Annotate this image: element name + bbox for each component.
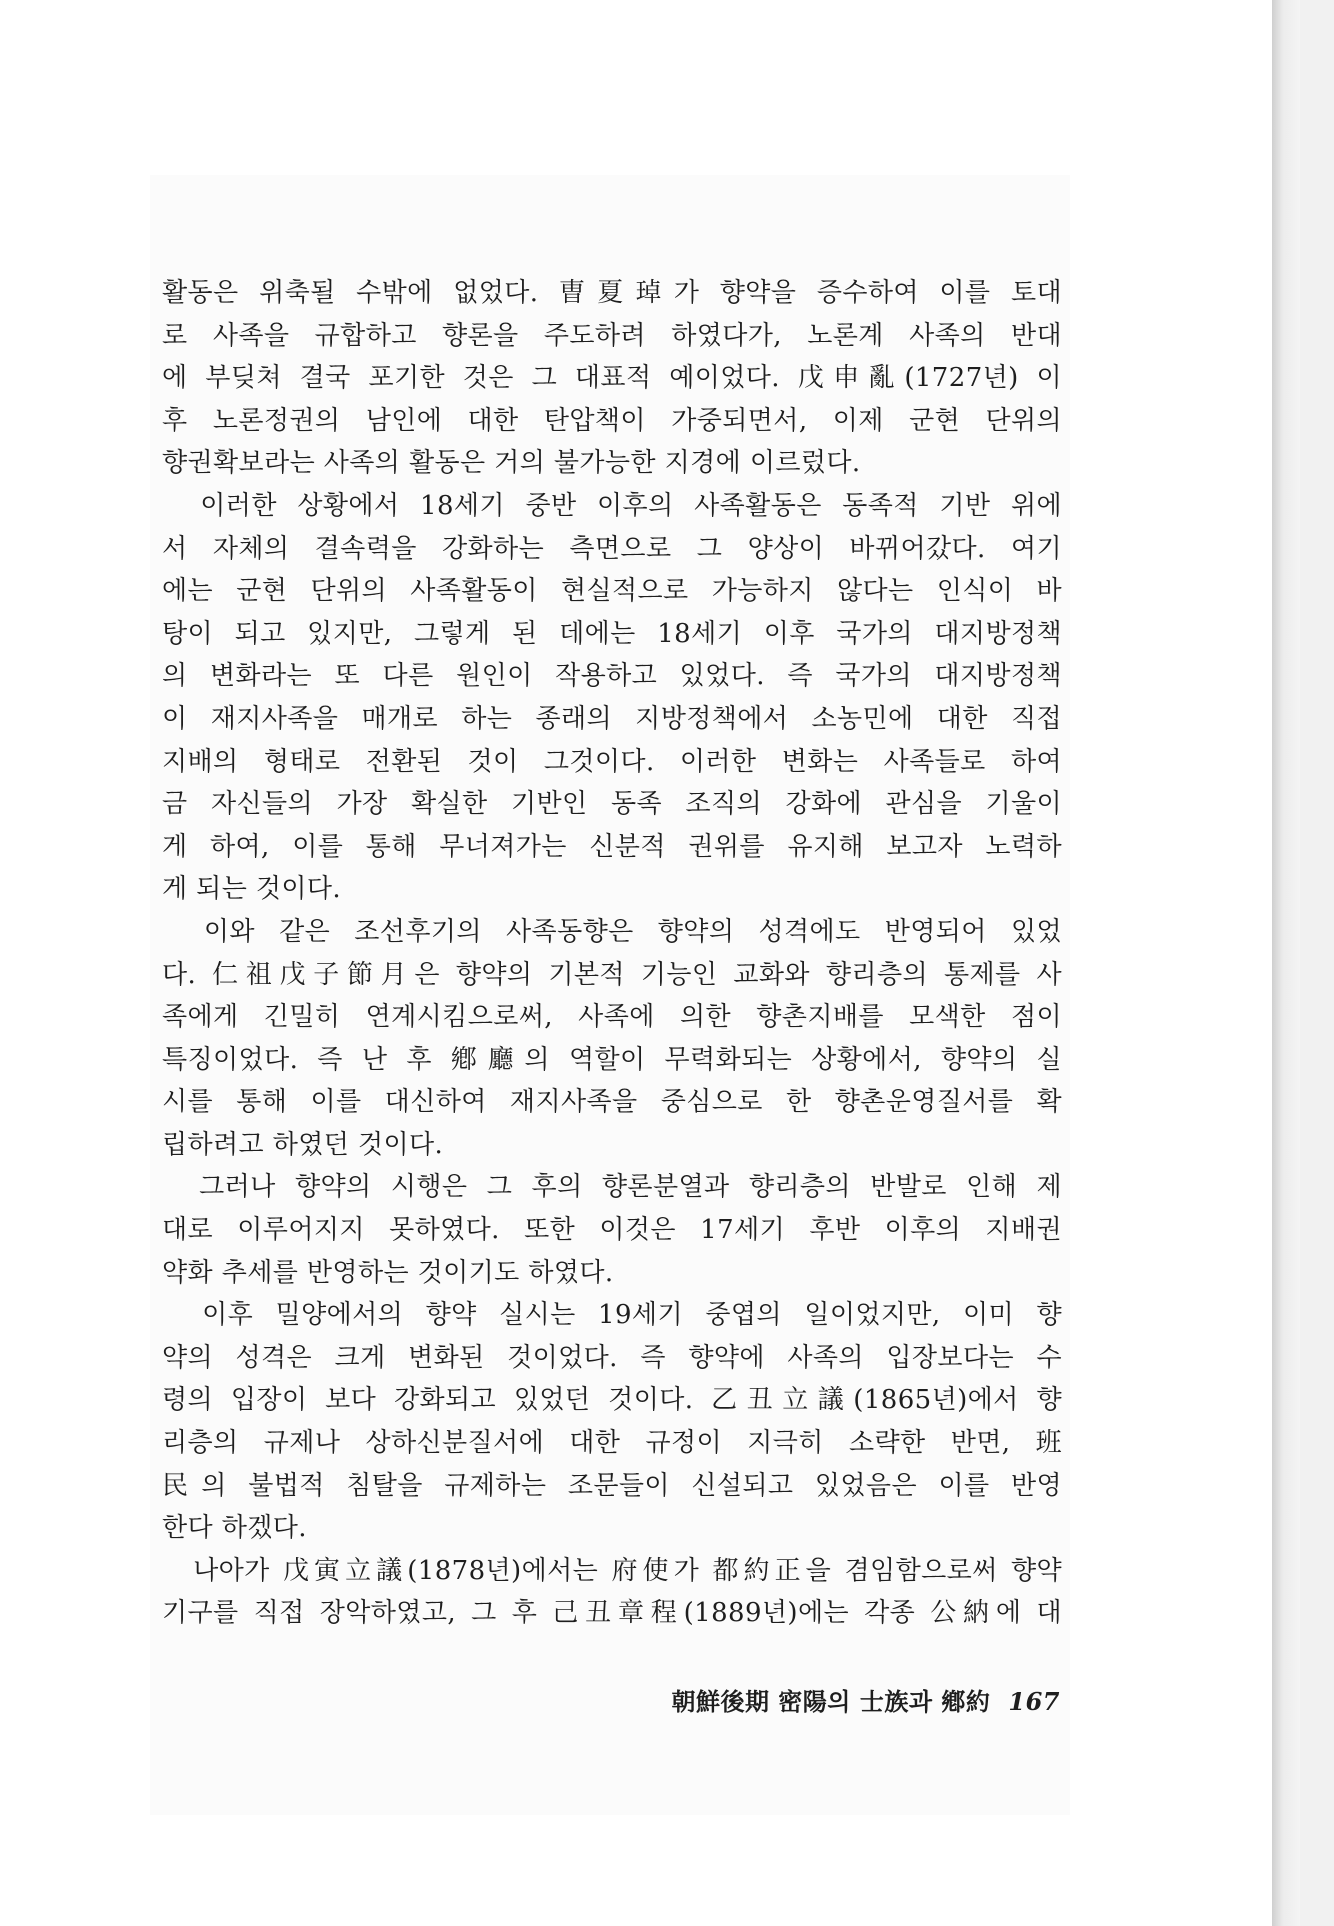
text-line: 약의 성격은 크게 변화된 것이었다. 즉 향약에 사족의 입장보다는 수	[162, 1342, 1062, 1373]
text-line: 民의 불법적 침탈을 규제하는 조문들이 신설되고 있었음은 이를 반영	[162, 1470, 1062, 1501]
page-number: 167	[1008, 1687, 1060, 1716]
text-line: 나아가 戊寅立議(1878년)에서는 府使가 都約正을 겸임함으로써 향약	[162, 1555, 1062, 1586]
text-line: 로 사족을 규합하고 향론을 주도하려 하였다가, 노론계 사족의 반대	[162, 320, 1062, 351]
text-line: 대로 이루어지지 못하였다. 또한 이것은 17세기 후반 이후의 지배권	[162, 1215, 1062, 1246]
text-line: 리층의 규제나 상하신분질서에 대한 규정이 지극히 소략한 반면, 班	[162, 1428, 1062, 1459]
text-line: 게 되는 것이다.	[162, 874, 342, 905]
text-line: 서 자체의 결속력을 강화하는 측면으로 그 양상이 바뀌어갔다. 여기	[162, 533, 1062, 564]
text-line: 립하려고 하였던 것이다.	[162, 1129, 444, 1160]
text-line: 족에게 긴밀히 연계시킴으로써, 사족에 의한 향촌지배를 모색한 점이	[162, 1002, 1062, 1033]
text-line: 특징이었다. 즉 난 후 鄕廳의 역할이 무력화되는 상황에서, 향약의 실	[162, 1044, 1062, 1075]
text-line: 다. 仁祖戊子節月은 향약의 기본적 기능인 교화와 향리층의 통제를 사	[162, 959, 1062, 990]
text-line: 이후 밀양에서의 향약 실시는 19세기 중엽의 일이었지만, 이미 향	[162, 1300, 1062, 1331]
text-line: 약화 추세를 반영하는 것이기도 하였다.	[162, 1257, 614, 1288]
text-line: 에는 군현 단위의 사족활동이 현실적으로 가능하지 않다는 인식이 바	[162, 576, 1062, 607]
text-line: 이러한 상황에서 18세기 중반 이후의 사족활동은 동족적 기반 위에	[162, 490, 1062, 521]
text-line: 후 노론정권의 남인에 대한 탄압책이 가중되면서, 이제 군현 단위의	[162, 405, 1062, 436]
text-line: 기구를 직접 장악하였고, 그 후 己丑章程(1889년)에는 각종 公納에 대	[162, 1598, 1062, 1629]
text-line: 게 하여, 이를 통해 무너져가는 신분적 권위를 유지해 보고자 노력하	[162, 831, 1062, 862]
text-line: 그러나 향약의 시행은 그 후의 향론분열과 향리층의 반발로 인해 제	[162, 1172, 1062, 1203]
text-line: 이 재지사족을 매개로 하는 종래의 지방정책에서 소농민에 대한 직접	[162, 703, 1062, 734]
body-text	[162, 272, 1062, 1635]
page-footer	[640, 1682, 1060, 1722]
text-line: 시를 통해 이를 대신하여 재지사족을 중심으로 한 향촌운영질서를 확	[162, 1087, 1062, 1118]
running-title: 朝鮮後期 密陽의 士族과 鄕約	[671, 1687, 991, 1716]
text-line: 지배의 형태로 전환된 것이 그것이다. 이러한 변화는 사족들로 하여	[162, 746, 1062, 777]
text-line: 한다 하겠다.	[162, 1513, 307, 1544]
text-line: 의 변화라는 또 다른 원인이 작용하고 있었다. 즉 국가의 대지방정책	[162, 661, 1062, 692]
text-line: 금 자신들의 가장 확실한 기반인 동족 조직의 강화에 관심을 기울이	[162, 789, 1062, 820]
text-line: 령의 입장이 보다 강화되고 있었던 것이다. 乙丑立議(1865년)에서 향	[162, 1385, 1062, 1416]
text-line: 향권확보라는 사족의 활동은 거의 불가능한 지경에 이르렀다.	[162, 448, 861, 479]
page-edge	[1272, 0, 1300, 1926]
text-line: 탕이 되고 있지만, 그렇게 된 데에는 18세기 이후 국가의 대지방정책	[162, 618, 1062, 649]
text-line: 에 부딪쳐 결국 포기한 것은 그 대표적 예이었다. 戊申亂(1727년) 이	[162, 363, 1062, 394]
text-line: 활동은 위축될 수밖에 없었다. 曺夏琸가 향약을 증수하여 이를 토대	[162, 278, 1062, 308]
text-line: 이와 같은 조선후기의 사족동향은 향약의 성격에도 반영되어 있었	[162, 916, 1062, 947]
